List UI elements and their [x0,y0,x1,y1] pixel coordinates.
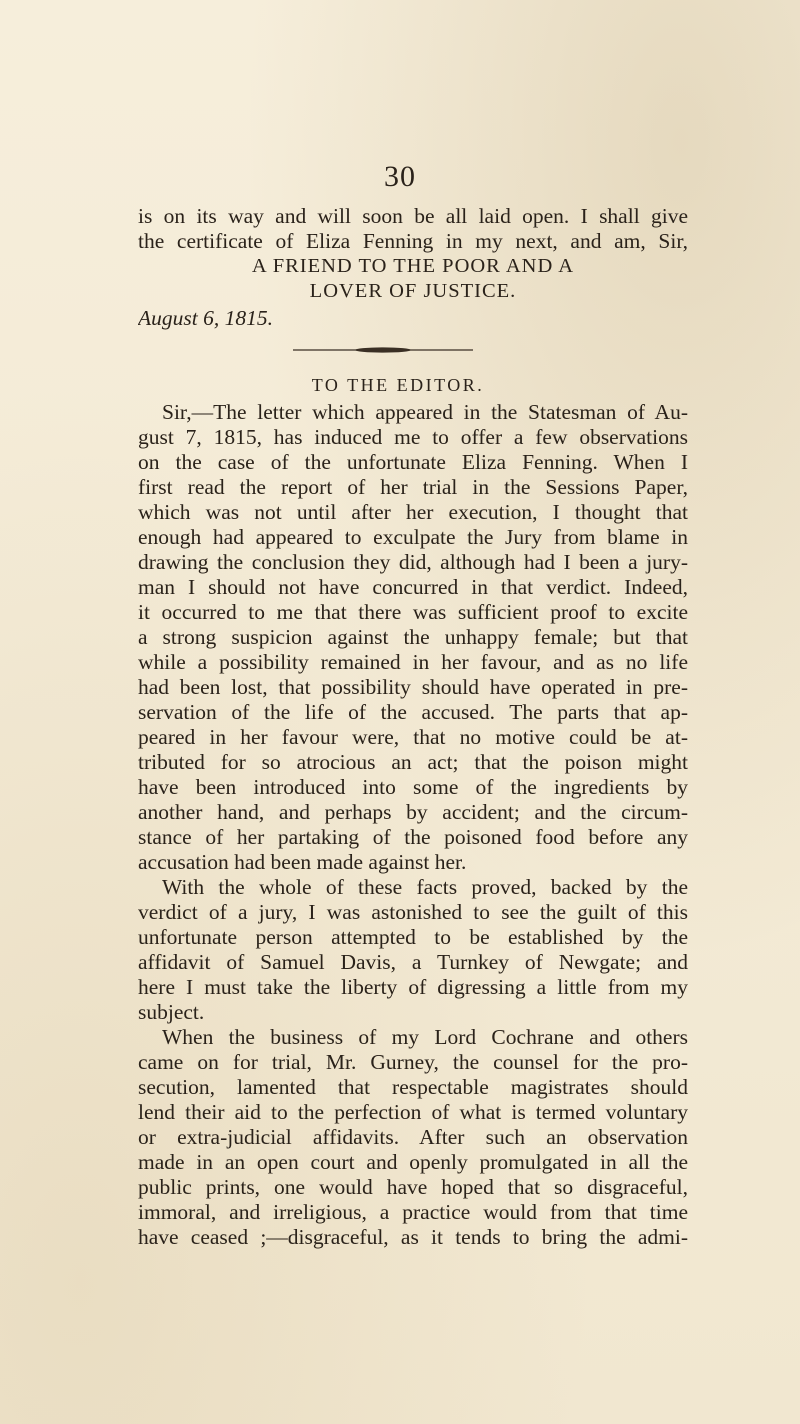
page-number: 30 [384,160,416,193]
text-line: a strong suspicion against the unhappy female; but that [138,625,688,649]
document-text [138,204,688,1250]
signature-line-1: A FRIEND TO THE POOR AND A [251,255,575,277]
text-line: secution, lamented that respectable magistrates should [138,1075,688,1099]
signature-line-2: LOVER OF JUSTICE. [309,280,517,302]
text-line: have been introduced into some of the ingredients by [138,775,688,799]
text-line: affidavit of Samuel Davis, a Turnkey of Newgate; and [138,950,688,974]
text-line: tributed for so atrocious an act; that the poison might [138,750,688,774]
text-line: first read the report of her trial in the Sessions Paper, [138,475,688,499]
text-line: came on for trial, Mr. Gurney, the counsel for the pro- [138,1050,688,1074]
text-line: verdict of a jury, I was astonished to see the guilt of this [138,900,688,924]
text-line: another hand, and perhaps by accident; and the circum- [138,800,688,824]
text-line: subject. [138,1000,205,1024]
text-line: enough had appeared to exculpate the Jury from blame in [138,525,688,549]
text-line: immoral, and irreligious, a practice would from that time [138,1200,688,1224]
section-divider [138,345,688,355]
text-line: With the whole of these facts proved, backed by the [162,875,688,899]
text-line: Sir,—The letter which appeared in the Statesman of Au- [162,400,688,424]
section-heading: TO THE EDITOR. [311,375,485,395]
text-line: while a possibility remained in her favour, and as no life [138,650,688,674]
text-line: When the business of my Lord Cochrane and others [162,1025,688,1049]
text-line: accusation had been made against her. [138,850,467,874]
text-line: or extra-judicial affidavits. After such an observation [138,1125,688,1149]
text-line: the certificate of Eliza Fenning in my next, and am, Sir, [138,229,688,253]
text-line: made in an open court and openly promulgated in all the [138,1150,688,1174]
text-line: servation of the life of the accused. The parts that ap- [138,700,688,724]
text-line: stance of her partaking of the poisoned food before any [138,825,688,849]
text-line: which was not until after her execution, I thought that [138,500,688,524]
text-line: unfortunate person attempted to be established by the [138,925,688,949]
letter-date: August 6, 1815. [138,306,273,330]
text-line: public prints, one would have hoped that so disgraceful, [138,1175,688,1199]
text-line: gust 7, 1815, has induced me to offer a few observations [138,425,688,449]
text-line: it occurred to me that there was sufficient proof to excite [138,600,688,624]
text-line: lend their aid to the perfection of what is termed voluntary [138,1100,688,1124]
text-line: is on its way and will soon be all laid open. I shall give [138,204,688,228]
text-line: had been lost, that possibility should have operated in pre- [138,675,688,699]
text-line: drawing the conclusion they did, although had I been a jury- [138,550,688,574]
text-line: on the case of the unfortunate Eliza Fenning. When I [138,450,688,474]
text-line: peared in her favour were, that no motive could be at- [138,725,688,749]
text-line: have ceased ;—disgraceful, as it tends to bring the admi- [138,1225,688,1249]
text-line: here I must take the liberty of digressing a little from my [138,975,688,999]
text-line: man I should not have concurred in that verdict. Indeed, [138,575,688,599]
